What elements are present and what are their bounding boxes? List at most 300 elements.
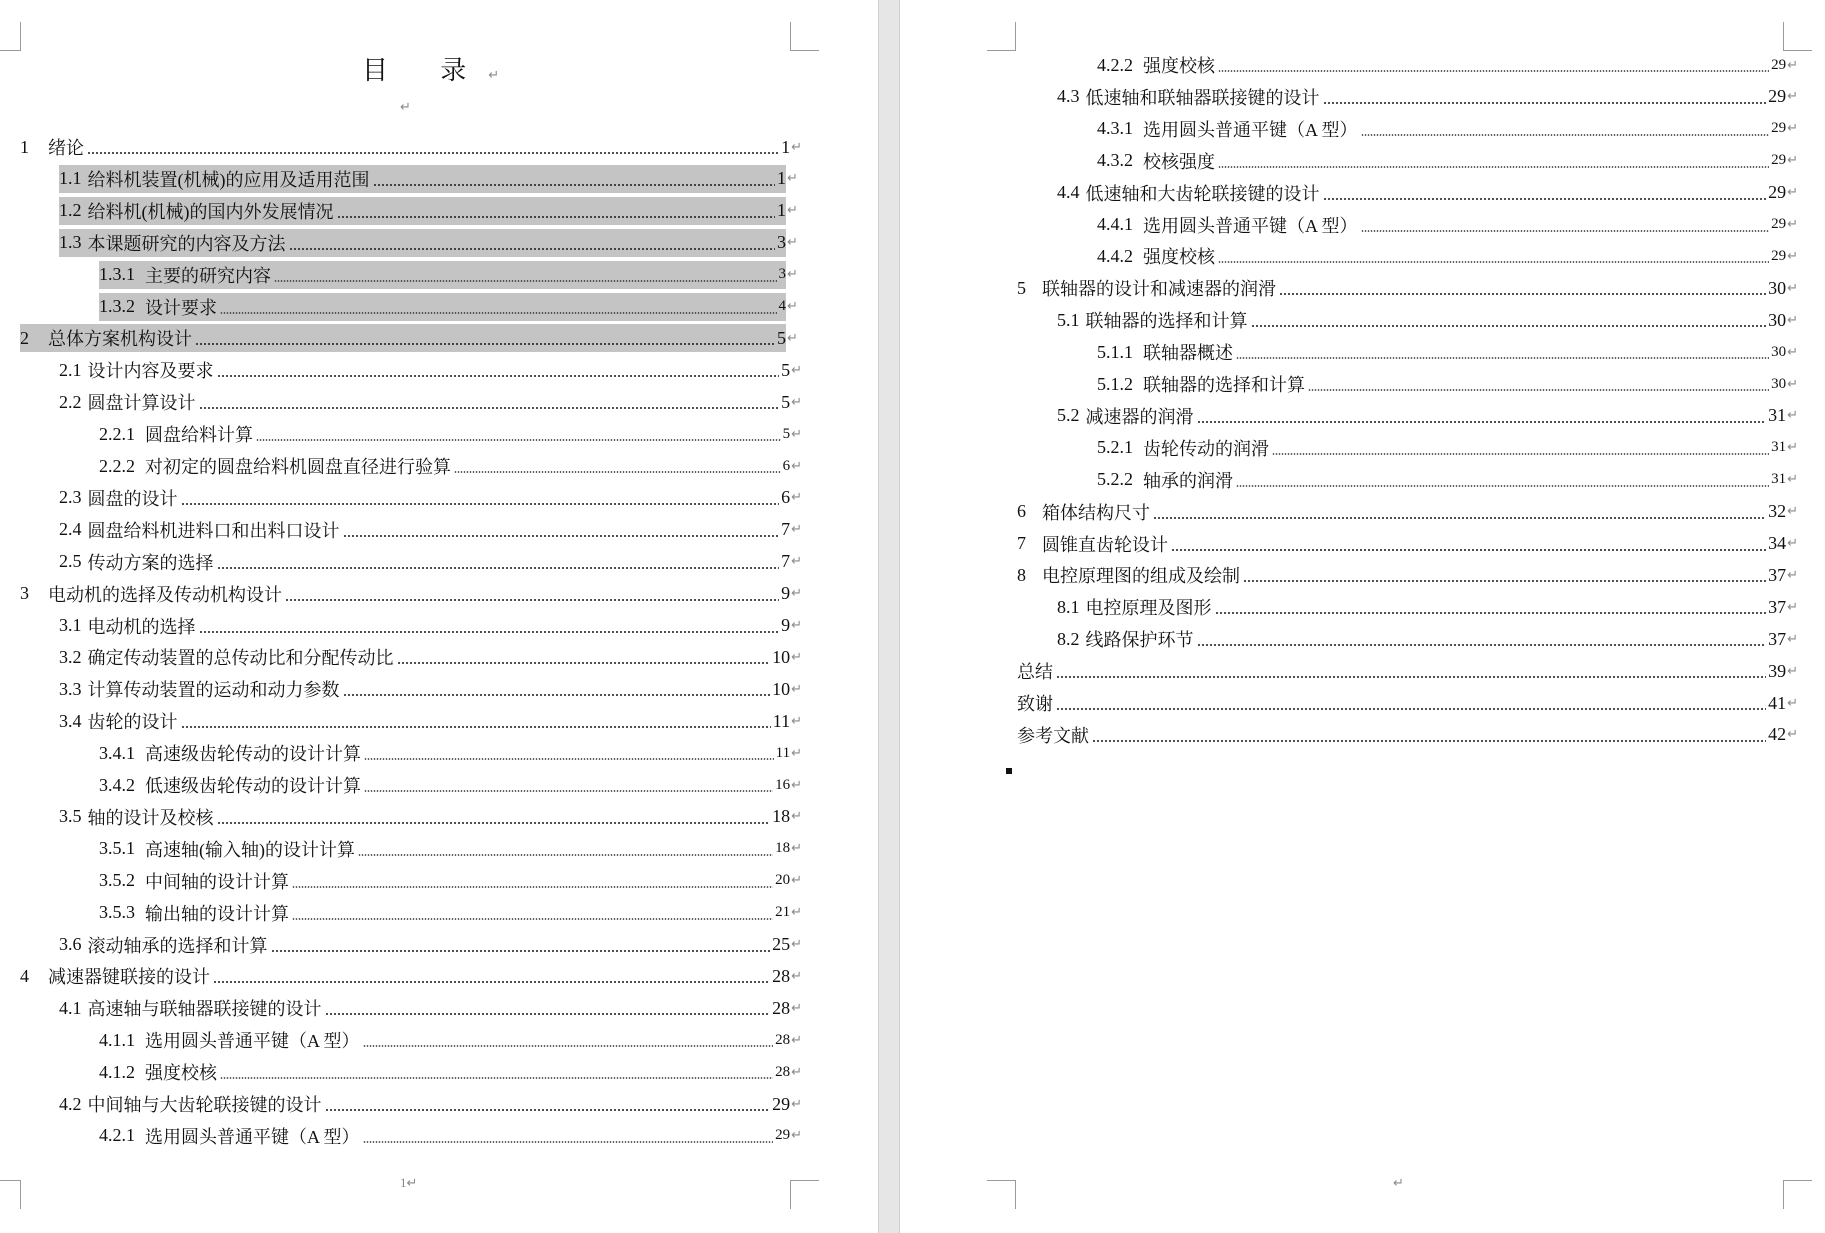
paragraph-mark-icon: ↵	[791, 490, 802, 506]
toc-entry-number: 4.1	[59, 997, 82, 1018]
toc-entry[interactable]	[1057, 593, 1798, 621]
toc-entry-number: 3.3	[59, 678, 82, 699]
toc-entry-number: 3	[20, 583, 29, 604]
toc-entry-page: 11	[772, 710, 791, 731]
toc-entry-label: 低速轴和联轴器联接键的设计	[1085, 87, 1320, 108]
toc-entry[interactable]	[99, 420, 802, 448]
toc-entry-label: 高速轴与联轴器联接键的设计	[87, 999, 322, 1020]
margin-corner-top-left	[0, 22, 21, 51]
paragraph-mark-icon: ↵	[791, 713, 802, 729]
toc-entry[interactable]	[1097, 242, 1798, 270]
toc-entry-label: 选用圆头普通平键（A 型）	[145, 1126, 360, 1147]
toc-entry-label: 轴的设计及校核	[87, 807, 214, 828]
toc-entry-page: 18	[775, 840, 791, 857]
toc-entry-number: 7	[1017, 533, 1026, 553]
dot-leader	[1218, 56, 1769, 74]
toc-entry-number: 3.5.3	[99, 902, 135, 923]
dot-leader	[358, 840, 773, 858]
toc-entry-label: 给料机(机械)的国内外发展情况	[87, 201, 334, 222]
toc-entry-label: 电动机的选择及传动机构设计	[48, 584, 282, 605]
toc-entry-page: 34	[1768, 533, 1787, 553]
toc-entry-number: 2.4	[59, 519, 82, 540]
toc-entry-label: 电控原理及图形	[1085, 598, 1212, 619]
toc-entry-number: 4.2.2	[1097, 54, 1133, 75]
toc-entry[interactable]	[59, 803, 802, 831]
toc-entry-page: 9	[781, 615, 791, 635]
toc-entry-label: 联轴器概述	[1143, 343, 1233, 364]
toc-entry[interactable]	[20, 133, 802, 161]
toc-entry-page: 29	[1768, 182, 1787, 203]
paragraph-mark-icon: ↵	[791, 681, 802, 697]
dot-leader	[343, 521, 780, 539]
dot-leader	[195, 329, 775, 347]
toc-entry-page: 29	[1768, 86, 1787, 107]
dot-leader	[217, 361, 780, 379]
toc-entry[interactable]	[59, 1090, 802, 1118]
toc-entry-page: 7	[781, 519, 791, 540]
toc-entry-number: 4	[20, 965, 29, 986]
paragraph-mark-icon: ↵	[1787, 599, 1798, 615]
dot-leader	[1361, 216, 1770, 234]
toc-entry-label: 减速器的润滑	[1085, 406, 1194, 427]
margin-corner-top-right	[790, 22, 819, 51]
toc-entry[interactable]	[99, 771, 802, 799]
toc-entry[interactable]	[1017, 530, 1798, 558]
toc-entry[interactable]	[1057, 402, 1798, 430]
toc-entry-page: 30	[1771, 375, 1787, 392]
dot-leader	[289, 234, 776, 252]
toc-entry-number: 1.3.2	[99, 296, 135, 316]
toc-entry-label: 给料机装置(机械)的应用及适用范围	[87, 169, 370, 190]
toc-entry-number: 8.2	[1057, 628, 1080, 649]
paragraph-mark-icon: ↵	[1787, 695, 1798, 711]
toc-entry-page: 5	[781, 359, 791, 380]
toc-entry-number: 2.3	[59, 487, 82, 508]
dot-leader	[292, 872, 773, 890]
toc-entry[interactable]	[1017, 657, 1798, 685]
toc-entry[interactable]	[59, 229, 798, 257]
toc-entry-label: 强度校核	[1143, 247, 1215, 268]
toc-entry[interactable]	[99, 739, 802, 767]
margin-corner-top-left	[987, 22, 1016, 51]
dot-leader	[325, 999, 771, 1017]
toc-entry-number: 4.2	[59, 1093, 82, 1114]
dot-leader	[217, 553, 780, 571]
toc-entry-label: 轴承的润滑	[1143, 470, 1233, 491]
margin-corner-bottom-right	[790, 1180, 819, 1209]
toc-entry[interactable]	[1097, 211, 1798, 239]
toc-entry-number: 4.4.1	[1097, 214, 1133, 234]
toc-entry-label: 圆盘给料计算	[145, 425, 253, 446]
toc-entry-number: 3.4.1	[99, 742, 135, 763]
paragraph-mark-icon: ↵	[1787, 57, 1798, 73]
toc-entry-page: 37	[1768, 628, 1787, 649]
dot-leader	[181, 712, 771, 730]
toc-entry-label: 总体方案机构设计	[48, 329, 192, 350]
dot-leader	[199, 617, 780, 635]
toc-entry-label: 箱体结构尺寸	[1042, 502, 1150, 523]
toc-entry-label: 线路保护环节	[1085, 630, 1194, 651]
paragraph-mark-icon: ↵	[488, 68, 500, 83]
paragraph-mark-icon: ↵	[400, 100, 411, 115]
toc-entry[interactable]	[59, 994, 802, 1022]
paragraph-mark-icon: ↵	[1787, 344, 1798, 360]
toc-entry-page: 16	[775, 776, 791, 793]
paragraph-mark-icon: ↵	[791, 362, 802, 378]
toc-entry[interactable]	[59, 675, 802, 703]
toc-entry-page: 28	[775, 1063, 791, 1080]
toc-entry-number: 5.2.2	[1097, 469, 1133, 490]
toc-entry-page: 30	[1768, 309, 1787, 330]
toc-entry-number: 3.4	[59, 710, 82, 731]
paragraph-mark-icon: ↵	[1787, 567, 1798, 583]
toc-entry-page: 39	[1768, 660, 1787, 681]
toc-entry-number: 2.2	[59, 391, 82, 412]
toc-entry-number: 4.2.1	[99, 1125, 135, 1146]
toc-entry[interactable]	[1057, 306, 1798, 334]
dot-leader	[1272, 439, 1769, 457]
toc-entry-label: 设计要求	[145, 297, 217, 318]
dot-leader	[1215, 598, 1767, 616]
page-footer[interactable]	[1393, 1175, 1404, 1191]
toc-entry[interactable]	[59, 643, 802, 671]
paragraph-mark-icon: ↵	[1787, 217, 1798, 232]
toc-entry[interactable]	[99, 867, 802, 895]
toc-entry-page: 30	[1768, 277, 1787, 298]
toc-entry-page: 28	[772, 965, 791, 986]
paragraph-mark-icon: ↵	[791, 841, 802, 857]
toc-entry-label: 中间轴的设计计算	[145, 871, 289, 892]
toc-entry[interactable]	[1017, 721, 1798, 749]
dot-leader	[363, 1127, 774, 1145]
toc-entry[interactable]	[99, 1058, 802, 1086]
paragraph-mark-icon: ↵	[791, 745, 802, 761]
toc-entry[interactable]	[59, 707, 802, 735]
paragraph-mark-icon: ↵	[791, 1096, 802, 1112]
toc-entry-label: 电控原理图的组成及绘制	[1042, 566, 1240, 587]
dot-leader	[274, 266, 777, 284]
toc-entry-number: 1.3.1	[99, 264, 135, 285]
page-gap	[878, 0, 900, 1233]
paragraph-mark-icon: ↵	[791, 1032, 802, 1048]
paragraph-mark-icon: ↵	[791, 618, 802, 633]
toc-entry-number: 1.3	[59, 232, 82, 253]
dot-leader	[1279, 279, 1766, 297]
toc-entry[interactable]	[1017, 498, 1798, 526]
toc-entry[interactable]	[1017, 689, 1798, 717]
toc-entry-page: 31	[1771, 471, 1787, 488]
paragraph-mark-icon: ↵	[1787, 408, 1798, 424]
dot-leader	[87, 138, 779, 156]
toc-entry-page: 20	[775, 872, 791, 889]
toc-entry-label: 电动机的选择	[87, 616, 196, 637]
toc-entry-label: 传动方案的选择	[87, 552, 214, 573]
toc-entry-label: 中间轴与大齿轮联接键的设计	[87, 1095, 322, 1115]
toc-entry-label: 选用圆头普通平键（A 型）	[1143, 119, 1358, 140]
toc-entry-page: 6	[781, 487, 791, 508]
toc-entry[interactable]	[59, 612, 802, 640]
toc-entry[interactable]	[1097, 147, 1798, 175]
dot-leader	[271, 936, 771, 954]
toc-entry-label: 圆盘计算设计	[87, 393, 196, 414]
toc-entry-label: 高速轴(输入轴)的设计计算	[145, 839, 355, 860]
toc-entry-label: 本课题研究的内容及方法	[87, 233, 286, 254]
toc-entry-number: 3.5.1	[99, 838, 135, 859]
toc-entry[interactable]	[1057, 625, 1798, 653]
paragraph-mark-icon: ↵	[406, 1176, 418, 1191]
paragraph-mark-icon: ↵	[791, 394, 802, 410]
toc-entry-page: 5	[777, 327, 786, 348]
toc-entry[interactable]	[59, 388, 802, 416]
toc-entry-number: 2	[20, 327, 29, 348]
dot-leader	[373, 170, 776, 188]
paragraph-mark-icon: ↵	[791, 426, 802, 442]
toc-entry-number: 4.1.1	[99, 1029, 135, 1050]
toc-entry-page: 41	[1768, 692, 1787, 713]
toc-entry-page: 11	[775, 744, 791, 761]
toc-entry-number: 2.1	[59, 359, 82, 380]
toc-entry[interactable]	[59, 356, 802, 384]
toc-entry-label: 设计内容及要求	[87, 361, 214, 382]
toc-entry-number: 6	[1017, 501, 1026, 522]
dot-leader	[1218, 247, 1769, 265]
toc-entry-page: 10	[772, 646, 791, 667]
paragraph-mark-icon: ↵	[791, 905, 802, 921]
dot-leader	[343, 680, 771, 698]
margin-corner-top-right	[1783, 22, 1812, 51]
toc-entry-number: 4.3.2	[1097, 150, 1133, 171]
dot-leader	[217, 808, 771, 826]
paragraph-mark-icon: ↵	[1787, 248, 1798, 264]
dot-leader	[1243, 566, 1766, 584]
toc-entry-label: 致谢	[1017, 694, 1053, 714]
dot-leader	[1323, 184, 1767, 202]
toc-entry-page: 28	[772, 997, 791, 1018]
paragraph-mark-icon: ↵	[791, 809, 802, 825]
toc-entry-label: 主要的研究内容	[145, 265, 271, 286]
dot-leader	[1323, 88, 1767, 106]
dot-leader	[454, 457, 781, 475]
toc-entry-label: 减速器键联接的设计	[48, 967, 210, 988]
paragraph-mark-icon: ↵	[787, 330, 798, 346]
toc-entry-page: 3	[778, 266, 786, 283]
toc-entry-page: 29	[1771, 120, 1787, 137]
toc-title-text: 目 录	[362, 56, 489, 86]
paragraph-mark-icon: ↵	[787, 171, 798, 187]
toc-entry[interactable]	[59, 931, 802, 959]
toc-entry-number: 4.4	[1057, 182, 1080, 203]
section-break-marker	[1006, 768, 1012, 774]
toc-entry-label: 齿轮的设计	[87, 712, 178, 733]
toc-entry[interactable]	[59, 548, 802, 576]
dot-leader	[220, 1063, 773, 1081]
paragraph-mark-icon: ↵	[1787, 472, 1798, 488]
dot-leader	[364, 744, 774, 762]
paragraph-mark-icon: ↵	[1787, 663, 1798, 679]
toc-entry-page: 37	[1768, 564, 1787, 585]
toc-entry[interactable]	[59, 484, 802, 512]
toc-entry-page: 18	[772, 806, 791, 827]
toc-entry-page: 1	[777, 168, 786, 189]
paragraph-mark-icon: ↵	[791, 458, 802, 474]
toc-entry-number: 5.1.1	[1097, 341, 1133, 362]
toc-entry-number: 2.5	[59, 551, 82, 572]
toc-entry-number: 4.3.1	[1097, 118, 1133, 139]
toc-entry[interactable]	[1097, 338, 1798, 366]
document-page-right[interactable]	[900, 0, 1825, 1233]
paragraph-mark-icon: ↵	[787, 299, 798, 314]
dot-leader	[363, 1031, 774, 1049]
toc-entry-number: 2.2.1	[99, 423, 135, 444]
toc-entry-label: 联轴器的选择和计算	[1143, 375, 1305, 395]
document-page-left[interactable]	[0, 0, 878, 1233]
dot-leader	[1092, 726, 1766, 744]
toc-entry[interactable]	[20, 962, 802, 990]
toc-entry-number: 8	[1017, 564, 1026, 585]
toc-entry[interactable]	[20, 580, 802, 608]
dot-leader	[337, 202, 776, 220]
page-footer[interactable]	[400, 1175, 417, 1191]
toc-entry-page: 25	[772, 934, 791, 954]
paragraph-mark-icon: ↵	[791, 1128, 802, 1144]
dot-leader	[1251, 311, 1767, 329]
dot-leader	[1056, 694, 1766, 712]
toc-entry-page: 31	[1768, 405, 1787, 426]
toc-entry[interactable]	[1097, 466, 1798, 494]
paragraph-mark-icon: ↵	[1787, 631, 1798, 647]
paragraph-mark-icon: ↵	[1787, 185, 1798, 201]
toc-entry-label: 校核强度	[1143, 151, 1215, 172]
toc-entry[interactable]	[99, 1122, 802, 1150]
toc-entry-page: 29	[1771, 56, 1787, 73]
toc-entry-number: 3.5	[59, 806, 82, 827]
toc-entry-number: 5	[1017, 277, 1026, 298]
toc-entry-page: 28	[775, 1031, 791, 1048]
dot-leader	[1236, 471, 1769, 489]
toc-entry-page: 37	[1768, 596, 1787, 617]
paragraph-mark-icon: ↵	[1787, 536, 1798, 551]
toc-entry-page: 1	[781, 136, 791, 157]
toc-entry-number: 1	[20, 136, 29, 157]
dot-leader	[1236, 343, 1769, 361]
margin-corner-bottom-left	[987, 1180, 1016, 1209]
toc-entry[interactable]	[99, 899, 802, 927]
toc-entry-page: 6	[782, 457, 791, 474]
toc-entry[interactable]	[1097, 51, 1798, 79]
toc-entry-page: 10	[772, 678, 791, 699]
paragraph-mark-icon: ↵	[787, 267, 798, 283]
toc-entry-label: 强度校核	[145, 1063, 217, 1084]
toc-entry-page: 29	[1771, 152, 1787, 169]
toc-entry-number: 3.4.2	[99, 774, 135, 795]
toc-entry-label: 选用圆头普通平键（A 型）	[1143, 215, 1358, 236]
toc-title[interactable]	[362, 50, 499, 87]
toc-entry-label: 圆盘给料机进料口和出料口设计	[87, 520, 340, 541]
paragraph-mark-icon: ↵	[791, 522, 802, 538]
toc-entry-label: 齿轮传动的润滑	[1143, 438, 1269, 459]
toc-entry[interactable]	[99, 261, 798, 289]
toc-entry-page: 1	[777, 200, 786, 221]
toc-entry-label: 联轴器的选择和计算	[1085, 311, 1248, 332]
toc-entry[interactable]	[59, 516, 802, 544]
toc-entry[interactable]	[1057, 179, 1798, 207]
paragraph-mark-icon: ↵	[1787, 280, 1798, 296]
toc-entry-label: 总结	[1017, 662, 1053, 683]
toc-entry[interactable]	[1057, 83, 1798, 111]
toc-entry-page: 29	[1771, 247, 1787, 264]
footer-page-number: 1	[400, 1175, 407, 1190]
toc-entry-number: 5.1.2	[1097, 373, 1133, 394]
toc-entry[interactable]	[1017, 561, 1798, 589]
dot-leader	[220, 298, 777, 316]
paragraph-mark-icon: ↵	[1787, 153, 1798, 169]
toc-entry[interactable]	[99, 835, 802, 863]
toc-entry[interactable]	[59, 197, 798, 225]
paragraph-mark-icon: ↵	[791, 1064, 802, 1080]
toc-entry[interactable]	[59, 165, 798, 193]
paragraph-mark-icon: ↵	[1787, 376, 1798, 392]
toc-entry-page: 7	[781, 551, 791, 572]
dot-leader	[1197, 630, 1767, 648]
toc-entry-label: 强度校核	[1143, 56, 1215, 76]
toc-entry-label: 对初定的圆盘给料机圆盘直径进行验算	[145, 457, 451, 477]
margin-corner-bottom-left	[0, 1180, 21, 1209]
toc-entry[interactable]	[1097, 370, 1798, 398]
dot-leader	[1218, 152, 1769, 170]
toc-entry-page: 30	[1771, 343, 1787, 360]
toc-entry-number: 2.2.2	[99, 455, 135, 476]
toc-entry-number: 5.1	[1057, 309, 1080, 330]
toc-entry-label: 参考文献	[1017, 725, 1089, 746]
paragraph-mark-icon: ↵	[791, 1000, 802, 1016]
toc-entry[interactable]	[1097, 434, 1798, 462]
toc-entry[interactable]	[1017, 274, 1798, 302]
toc-entry-page: 3	[777, 232, 786, 253]
toc-entry-label: 高速级齿轮传动的设计计算	[145, 744, 361, 765]
paragraph-mark-icon: ↵	[791, 873, 802, 889]
dot-leader	[325, 1095, 771, 1113]
dot-leader	[1171, 535, 1766, 553]
toc-entry-number: 3.6	[59, 934, 82, 954]
toc-entry[interactable]	[99, 293, 798, 321]
paragraph-mark-icon: ↵	[1393, 1176, 1404, 1191]
toc-entry-label: 确定传动装置的总传动比和分配传动比	[87, 648, 394, 669]
toc-entry[interactable]	[1097, 115, 1798, 143]
toc-entry-label: 低速轴和大齿轮联接键的设计	[1085, 183, 1320, 204]
toc-entry-number: 4.3	[1057, 86, 1080, 107]
paragraph-mark-icon: ↵	[1787, 121, 1798, 137]
paragraph-mark-icon: ↵	[787, 235, 798, 251]
toc-entry[interactable]	[20, 324, 798, 352]
paragraph-mark-icon: ↵	[1787, 504, 1798, 520]
margin-corner-bottom-right	[1783, 1180, 1812, 1209]
paragraph-mark-icon: ↵	[791, 968, 802, 984]
toc-entry[interactable]	[99, 1026, 802, 1054]
dot-leader	[364, 776, 773, 794]
dot-leader	[199, 393, 780, 411]
dot-leader	[1056, 662, 1766, 680]
toc-entry-number: 4.1.2	[99, 1061, 135, 1082]
toc-entry-number: 5.2	[1057, 405, 1080, 426]
toc-entry-label: 滚动轴承的选择和计算	[87, 935, 268, 956]
toc-entry-page: 21	[775, 904, 791, 921]
paragraph-mark-icon: ↵	[791, 649, 802, 665]
toc-entry-number: 5.2.1	[1097, 437, 1133, 458]
paragraph-mark-icon: ↵	[791, 554, 802, 570]
toc-entry[interactable]	[99, 452, 802, 480]
paragraph-mark-icon: ↵	[791, 139, 802, 155]
paragraph-mark-icon: ↵	[1787, 89, 1798, 105]
